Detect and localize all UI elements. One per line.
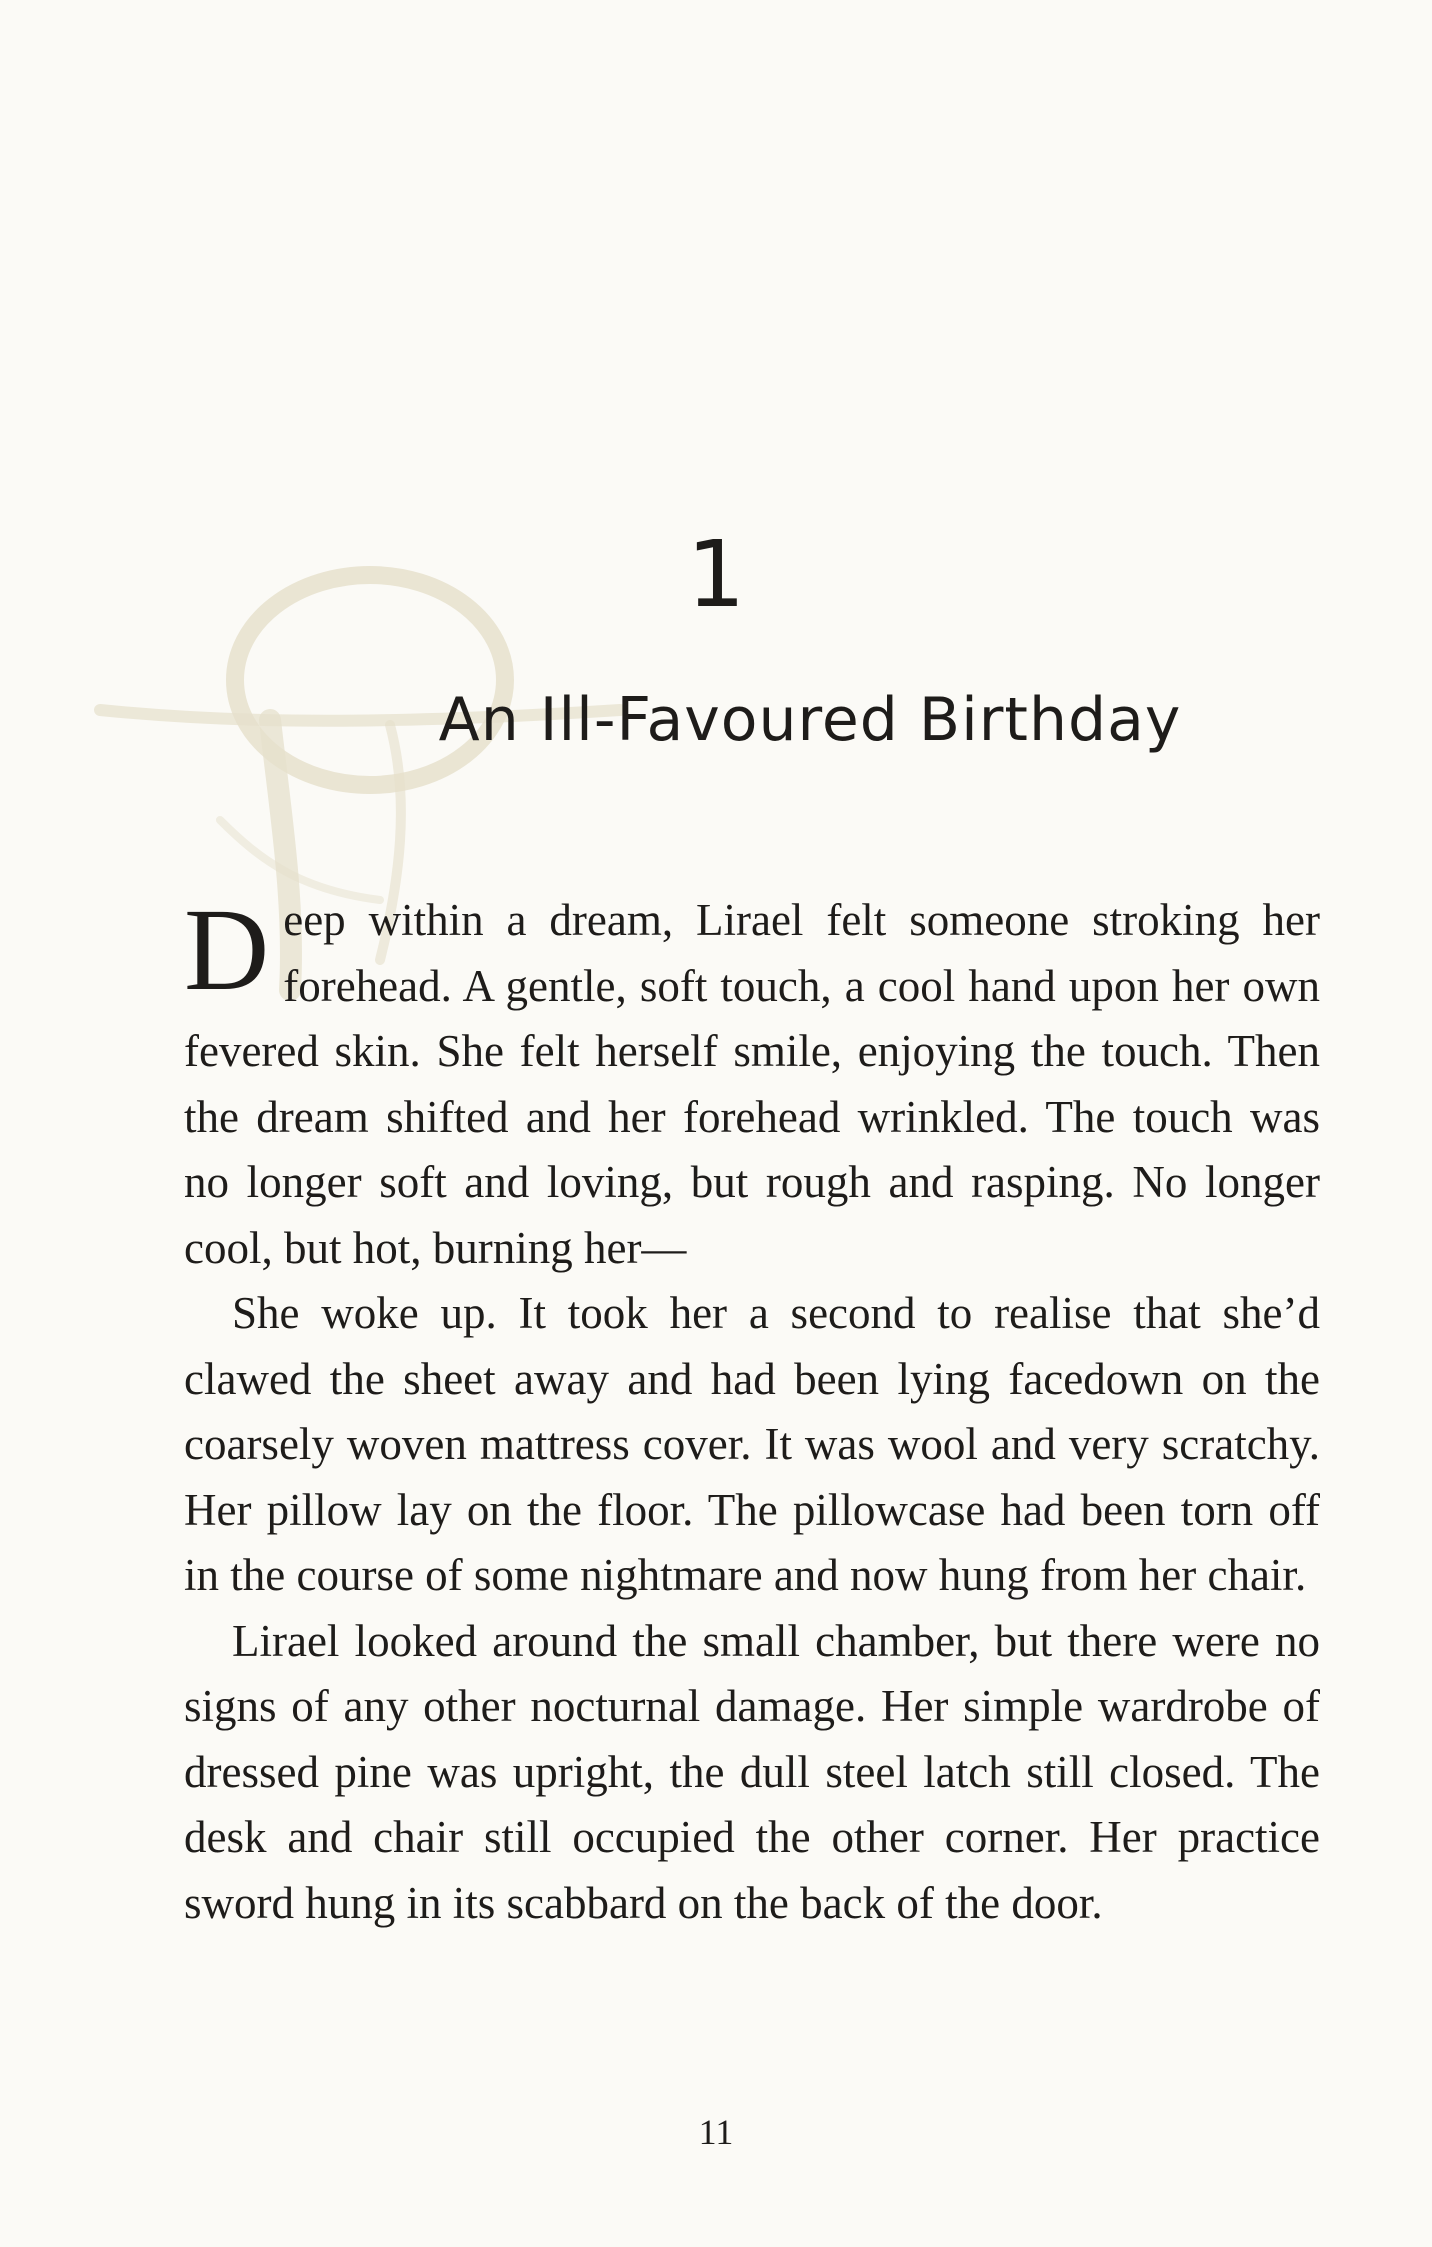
paragraph — [184, 884, 1320, 1281]
chapter-body — [184, 884, 1320, 1936]
page-number: 11 — [698, 2112, 734, 2152]
paragraph: Lirael looked around the small chamber, but there were no signs of any other nocturnal damage. Her simple wardrobe of dressed pine was upright, the dull steel latch still closed. The desk and chair still occupied the other corner. Her practice sword hung in its scabbard on the back of the door. — [184, 1615, 1320, 1928]
drop-cap: D — [184, 884, 270, 1015]
chapter-title: An Ill-Favoured Birthday — [438, 685, 1182, 755]
paragraph: She woke up. It took her a second to realise that she’d clawed the sheet away and had been lying facedown on the coarsely woven mattress cover. It was wool and very scratchy. Her pillow lay on the floor. The pillowcase had been torn off in the course of some nightmare and now hung from her chair. — [184, 1288, 1320, 1600]
chapter-number: 1 — [686, 521, 746, 628]
paragraph-text: eep within a dream, Lirael felt someone stroking her forehead. A gentle, soft touch, a cool hand upon her own fevered skin. She felt herself smile, enjoying the touch. Then the dream shifted and her forehead wrinkled. The touch was no longer soft and loving, but rough and rasping. No longer cool, but hot, burning her— — [184, 895, 1320, 1273]
